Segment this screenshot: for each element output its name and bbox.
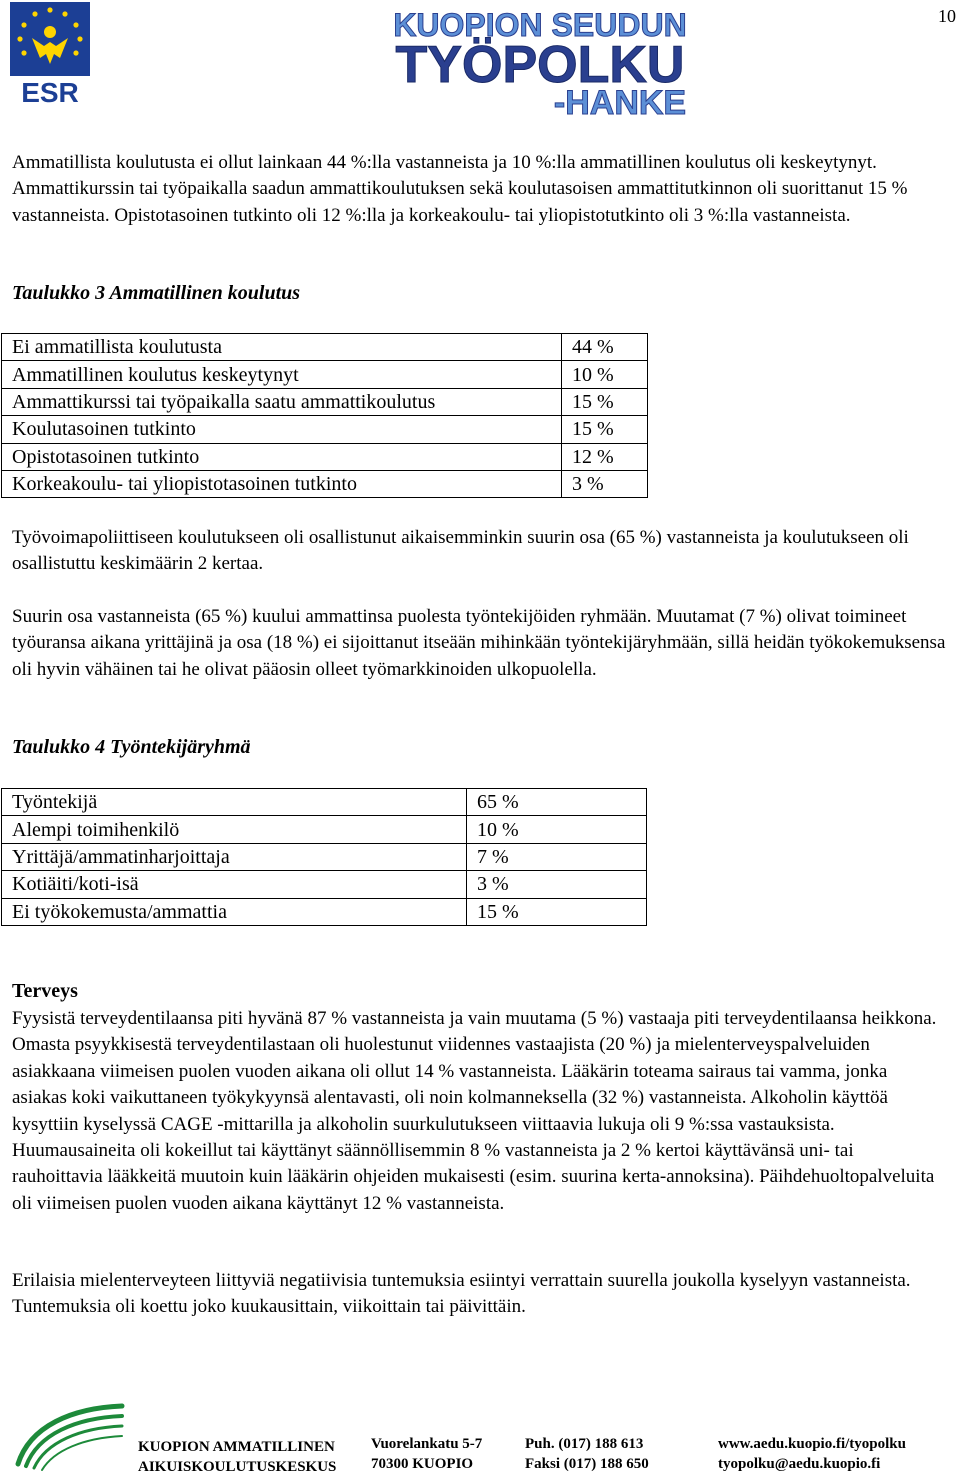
table-cell: Kotiäiti/koti-isä	[2, 871, 467, 898]
table-cell: Alempi toimihenkilö	[2, 816, 467, 843]
footer-address	[371, 1434, 482, 1474]
paragraph-worker-group: Suurin osa vastanneista (65 %) kuului ammattinsa puolesta työntekijöiden ryhmään. Muutamat (7 %) olivat toimineet työuransa aikana yrittäjinä ja osa (18 %) ei sijoittanut itseään mihinkään työntekijäryhmään, sillä heidän työkokemuksensa oli hyvin vähäinen tai he olivat pääosin olleet työmarkkinoiden ulkopuolella.	[12, 606, 946, 680]
svg-text:-HANKE: -HANKE	[553, 84, 687, 118]
table-cell: Ei työkokemusta/ammattia	[2, 898, 467, 925]
table-cell: 15 %	[562, 388, 648, 415]
table-cell: Yrittäjä/ammatinharjoittaja	[2, 843, 467, 870]
table-row	[2, 816, 647, 843]
table-cell: 12 %	[562, 443, 648, 470]
footer-website-link[interactable]: www.aedu.kuopio.fi/tyopolku	[718, 1436, 906, 1452]
table-cell: 7 %	[467, 843, 647, 870]
table-row	[2, 334, 648, 361]
svg-text:KUOPION SEUDUN: KUOPION SEUDUN	[393, 7, 687, 43]
table-cell: 3 %	[562, 470, 648, 497]
svg-text:TYÖPOLKU: TYÖPOLKU	[395, 36, 685, 94]
table-cell: Koulutasoinen tutkinto	[2, 416, 562, 443]
table-cell: Korkeakoulu- tai yliopistotasoinen tutkinto	[2, 470, 562, 497]
footer-organization	[138, 1437, 336, 1477]
footer-fax: Faksi (017) 188 650	[525, 1456, 649, 1472]
table-worker-group	[1, 788, 647, 926]
table-cell: Ammatillinen koulutus keskeytynyt	[2, 361, 562, 388]
paragraph-education: Ammatillista koulutusta ei ollut lainkaan 44 %:lla vastanneista ja 10 %:lla ammatillinen koulutus oli keskeytynyt. Ammattikurssin tai työpaikalla saadun ammattikoulutuksen sekä koulutasoisen ammattitutkinnon oli suorittanut 15 % vastanneista. Opistotasoinen tutkinto oli 12 %:lla ja korkeakoulu- tai yliopistotutkinto oli 3 %:lla vastanneista.	[12, 152, 908, 226]
esr-logo	[10, 2, 90, 104]
svg-text:ESR: ESR	[21, 77, 79, 104]
table-cell: 15 %	[562, 416, 648, 443]
table-cell: 3 %	[467, 871, 647, 898]
table-row	[2, 871, 647, 898]
paragraph-mental-health: Erilaisia mielenterveyteen liittyviä negatiivisia tuntemuksia esiintyi verrattain suurella joukolla kyselyyn vastanneista. Tuntemuksia oli koettu joko kuukausittain, viikoittain tai päivittäin.	[12, 1270, 911, 1318]
paragraph-health: Fyysistä terveydentilaansa piti hyvänä 87 % vastanneista ja vain muutama (5 %) vastaaja piti terveydentilaansa heikkona. Omasta psyykkisestä terveydentilastaan oli huolestunut viidennes vastaajista (20 %) ja mielenterveyspalveluiden asiakkaana viimeisen puolen vuoden aikana oli ollut 14 % vastanneista. Lääkärin toteama sairaus tai vamma, jonka asiakas koki vaikuttaneen työkykyynsä alentavasti, oli noin kolmanneksella (32 %) vastanneista. Alkoholin käyttöä kysyttiin kyselyssä CAGE -mittarilla ja alkoholin suurkulutukseen viittaavia lukuja oli 9 %:ssa vastauksista. Huumausaineita oli kokeillut tai käyttänyt säännöllisemmin 8 % vastanneista ja 2 % kertoi käyttävänsä uni- tai rauhoittavia lääkkeitä muutoin kuin lääkärin ohjeiden mukaisesti (esim. suurina kerta-annoksina). Päihdehuoltopalveluita oli viimeisen puolen vuoden aikana käyttänyt 12 % vastanneista.	[12, 1008, 937, 1214]
table4-caption: Taulukko 4 Työntekijäryhmä	[12, 736, 251, 758]
table-cell: Ei ammatillista koulutusta	[2, 334, 562, 361]
table-cell: 10 %	[562, 361, 648, 388]
footer-street: Vuorelankatu 5-7	[371, 1436, 483, 1452]
footer-web	[718, 1434, 906, 1474]
table3-caption: Taulukko 3 Ammatillinen koulutus	[12, 282, 301, 304]
footer-org-line2: AIKUISKOULUTUSKESKUS	[138, 1459, 337, 1475]
table-cell: Ammattikurssi tai työpaikalla saatu ammattikoulutus	[2, 388, 562, 415]
footer-org-line1: KUOPION AMMATILLINEN	[138, 1439, 335, 1455]
footer-email-link[interactable]: tyopolku@aedu.kuopio.fi	[718, 1456, 881, 1472]
section-heading-health: Terveys	[12, 980, 78, 1002]
table-cell: Työntekijä	[2, 789, 467, 816]
footer-logo-icon	[10, 1400, 128, 1472]
table-row	[2, 388, 648, 415]
footer-postal: 70300 KUOPIO	[371, 1456, 474, 1472]
table-row	[2, 843, 647, 870]
table-cell: Opistotasoinen tutkinto	[2, 443, 562, 470]
table-row	[2, 898, 647, 925]
table-row	[2, 470, 648, 497]
table-row	[2, 361, 648, 388]
table-row	[2, 789, 647, 816]
table-cell: 65 %	[467, 789, 647, 816]
page-number: 10	[938, 6, 956, 26]
table-row	[2, 443, 648, 470]
table-cell: 10 %	[467, 816, 647, 843]
footer-contact	[525, 1434, 649, 1474]
table-row	[2, 416, 648, 443]
table-vocational-education	[1, 333, 648, 498]
table-cell: 44 %	[562, 334, 648, 361]
tyopolku-hanke-logo	[358, 6, 718, 118]
table-cell: 15 %	[467, 898, 647, 925]
footer-phone: Puh. (017) 188 613	[525, 1436, 644, 1452]
paragraph-training: Työvoimapoliittiseen koulutukseen oli osallistunut aikaisemminkin suurin osa (65 %) vastanneista ja koulutukseen oli osallistuttu keskimäärin 2 kertaa.	[12, 527, 909, 575]
